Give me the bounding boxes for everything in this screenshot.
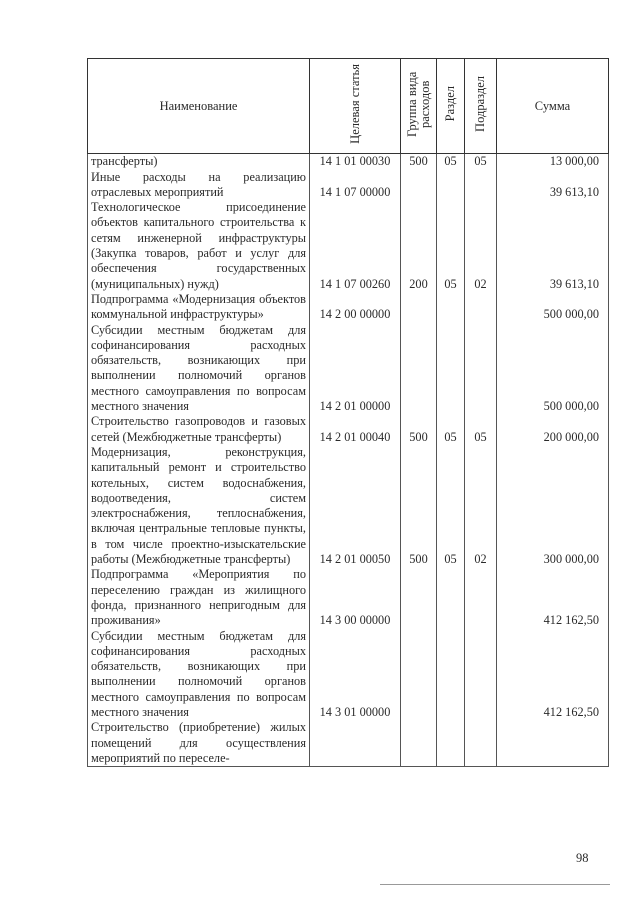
- row-sum: 412 162,50: [497, 629, 609, 721]
- table-row: [88, 154, 609, 170]
- table-row: [88, 170, 609, 201]
- table-row: [88, 720, 609, 766]
- table-row: [88, 567, 609, 628]
- row-section: [437, 720, 465, 766]
- table-row: [88, 414, 609, 445]
- row-group: 500: [401, 445, 437, 567]
- row-section: [437, 567, 465, 628]
- row-group: [401, 292, 437, 323]
- row-subsection: [465, 629, 497, 721]
- row-code: 14 2 01 00050: [310, 445, 401, 567]
- row-name: Субсидии местным бюджетам для софинансирования расходных обязательств, возникающих при выполнении полномочий органов местного самоуправления по вопросам местного значения: [88, 629, 310, 721]
- table-row: [88, 323, 609, 415]
- row-code: 14 3 00 00000: [310, 567, 401, 628]
- header-sum: Сумма: [497, 59, 609, 154]
- row-section: 05: [437, 414, 465, 445]
- row-sum: [497, 720, 609, 766]
- table-row: [88, 200, 609, 292]
- header-section: Раздел: [437, 59, 465, 154]
- row-name: Подпрограмма «Мероприятия по переселению граждан из жилищного фонда, признанного непригодным для проживания»: [88, 567, 310, 628]
- row-subsection: [465, 170, 497, 201]
- row-subsection: 05: [465, 414, 497, 445]
- row-section: [437, 170, 465, 201]
- row-group: [401, 629, 437, 721]
- row-name: Строительство (приобретение) жилых помещений для осуществления мероприятий по переселе-: [88, 720, 310, 766]
- row-sum: 412 162,50: [497, 567, 609, 628]
- table-row: [88, 292, 609, 323]
- table-row: [88, 629, 609, 721]
- row-subsection: 05: [465, 154, 497, 170]
- row-group: [401, 720, 437, 766]
- row-group: 500: [401, 414, 437, 445]
- row-subsection: 02: [465, 200, 497, 292]
- row-sum: 500 000,00: [497, 292, 609, 323]
- row-name: трансферты): [88, 154, 310, 170]
- row-code: 14 2 00 00000: [310, 292, 401, 323]
- row-subsection: [465, 720, 497, 766]
- row-group: 500: [401, 154, 437, 170]
- row-name: Подпрограмма «Модернизация объектов коммунальной инфраструктуры»: [88, 292, 310, 323]
- row-section: [437, 629, 465, 721]
- row-name: Технологическое присоединение объектов капитального строительства к сетям инженерной инфраструктуры (Закупка товаров, работ и услуг для обеспечения государственных (муниципальных) нужд): [88, 200, 310, 292]
- row-sum: 39 613,10: [497, 170, 609, 201]
- row-sum: 13 000,00: [497, 154, 609, 170]
- row-sum: 500 000,00: [497, 323, 609, 415]
- row-subsection: [465, 567, 497, 628]
- row-name: Иные расходы на реализацию отраслевых мероприятий: [88, 170, 310, 201]
- row-sum: 39 613,10: [497, 200, 609, 292]
- row-code: [310, 720, 401, 766]
- row-name: Строительство газопроводов и газовых сетей (Межбюджетные трансферты): [88, 414, 310, 445]
- row-section: 05: [437, 445, 465, 567]
- row-section: [437, 323, 465, 415]
- row-sum: 300 000,00: [497, 445, 609, 567]
- header-subsection: Подраздел: [465, 59, 497, 154]
- row-sum: 200 000,00: [497, 414, 609, 445]
- table-header-row: [88, 59, 609, 154]
- row-code: 14 2 01 00000: [310, 323, 401, 415]
- budget-table: [87, 58, 609, 767]
- row-code: 14 2 01 00040: [310, 414, 401, 445]
- row-code: 14 1 07 00000: [310, 170, 401, 201]
- row-section: 05: [437, 154, 465, 170]
- row-name: Субсидии местным бюджетам для софинансирования расходных обязательств, возникающих при выполнении полномочий органов местного самоуправления по вопросам местного значения: [88, 323, 310, 415]
- row-code: 14 3 01 00000: [310, 629, 401, 721]
- row-name: Модернизация, реконструкция, капитальный ремонт и строительство котельных, систем водоснабжения, водоотведения, систем электроснабжения, теплоснабжения, включая центральные тепловые пункты, в том числе проектно-изыскательские работы (Межбюджетные трансферты): [88, 445, 310, 567]
- header-target-article: Целевая статья: [310, 59, 401, 154]
- row-section: 05: [437, 200, 465, 292]
- row-group: [401, 567, 437, 628]
- row-group: [401, 323, 437, 415]
- row-code: 14 1 01 00030: [310, 154, 401, 170]
- row-subsection: [465, 323, 497, 415]
- page-number: 98: [576, 851, 589, 865]
- row-section: [437, 292, 465, 323]
- header-name: Наименование: [88, 59, 310, 154]
- table-row: [88, 445, 609, 567]
- row-subsection: [465, 292, 497, 323]
- row-group: 200: [401, 200, 437, 292]
- footer-divider: [380, 884, 610, 885]
- row-subsection: 02: [465, 445, 497, 567]
- row-group: [401, 170, 437, 201]
- header-expense-group: Группа вида расходов: [401, 59, 437, 154]
- row-code: 14 1 07 00260: [310, 200, 401, 292]
